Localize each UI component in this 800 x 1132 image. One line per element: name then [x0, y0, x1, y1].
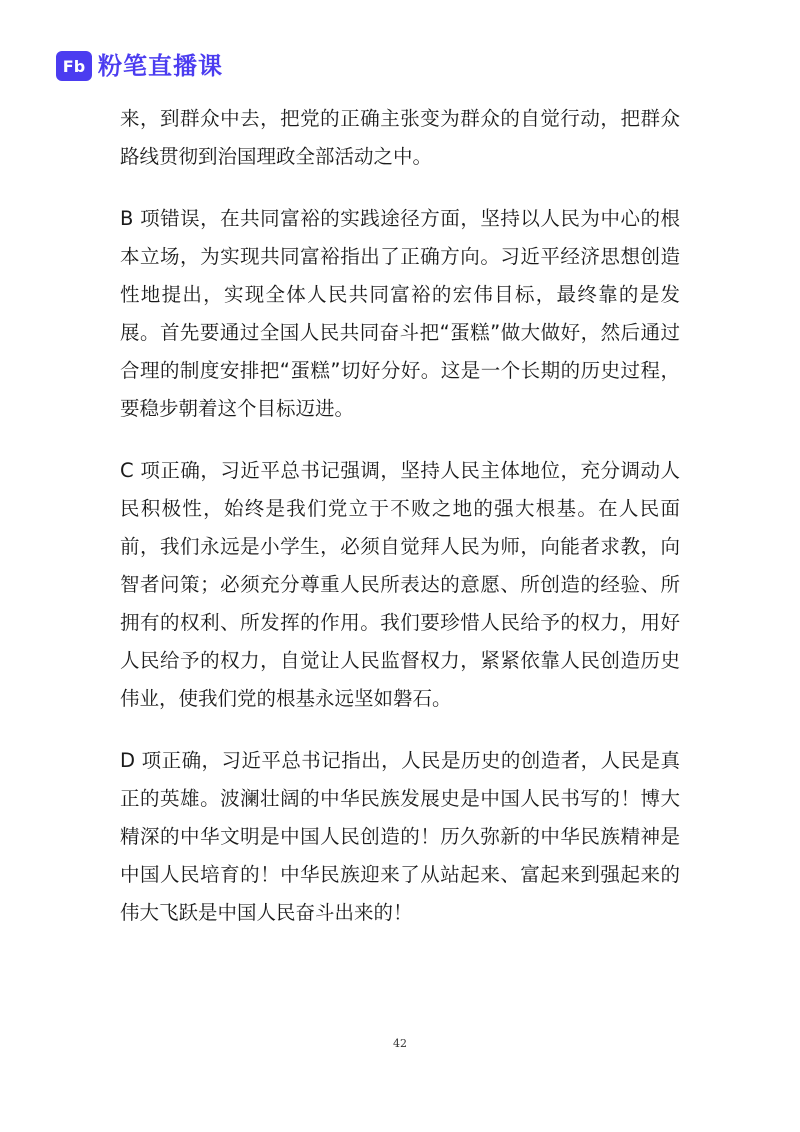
- paragraph-option-d: D 项正确，习近平总书记指出，人民是历史的创造者，人民是真正的英雄。波澜壮阔的中华民族发展史是中国人民书写的！博大精深的中华文明是中国人民创造的！历久弥新的中华民族精神是中国人民培育的！中华民族迎来了从站起来、富起来到强起来的伟大飞跃是中国人民奋斗出来的！: [120, 749, 680, 924]
- paragraph-intro-continuation: 来，到群众中去，把党的正确主张变为群众的自觉行动，把群众路线贯彻到治国理政全部活动之中。: [120, 107, 680, 168]
- fenbi-logo-icon: [56, 51, 92, 81]
- paragraph-option-c: C 项正确，习近平总书记强调，坚持人民主体地位，充分调动人民积极性，始终是我们党立于不败之地的强大根基。在人民面前，我们永远是小学生，必须自觉拜人民为师，向能者求教，向智者问策；必须充分尊重人民所表达的意愿、所创造的经验、所拥有的权利、所发挥的作用。我们要珍惜人民给予的权力，用好人民给予的权力，自觉让人民监督权力，紧紧依靠人民创造历史伟业，使我们党的根基永远坚如磐石。: [120, 459, 680, 710]
- page-number: 42: [393, 1037, 407, 1050]
- paragraph-option-b: B 项错误，在共同富裕的实践途径方面，坚持以人民为中心的根本立场，为实现共同富裕指出了正确方向。习近平经济思想创造性地提出，实现全体人民共同富裕的宏伟目标，最终靠的是发展。首先要通过全国人民共同奋斗把“蛋糕”做大做好，然后通过合理的制度安排把“蛋糕”切好分好。这是一个长期的历史过程，要稳步朝着这个目标迈进。: [120, 207, 680, 420]
- logo-mark-text: Fb: [62, 57, 86, 76]
- brand-header: [56, 50, 223, 82]
- answer-explanation: [120, 100, 680, 956]
- brand-name: 粉笔直播课: [98, 52, 223, 80]
